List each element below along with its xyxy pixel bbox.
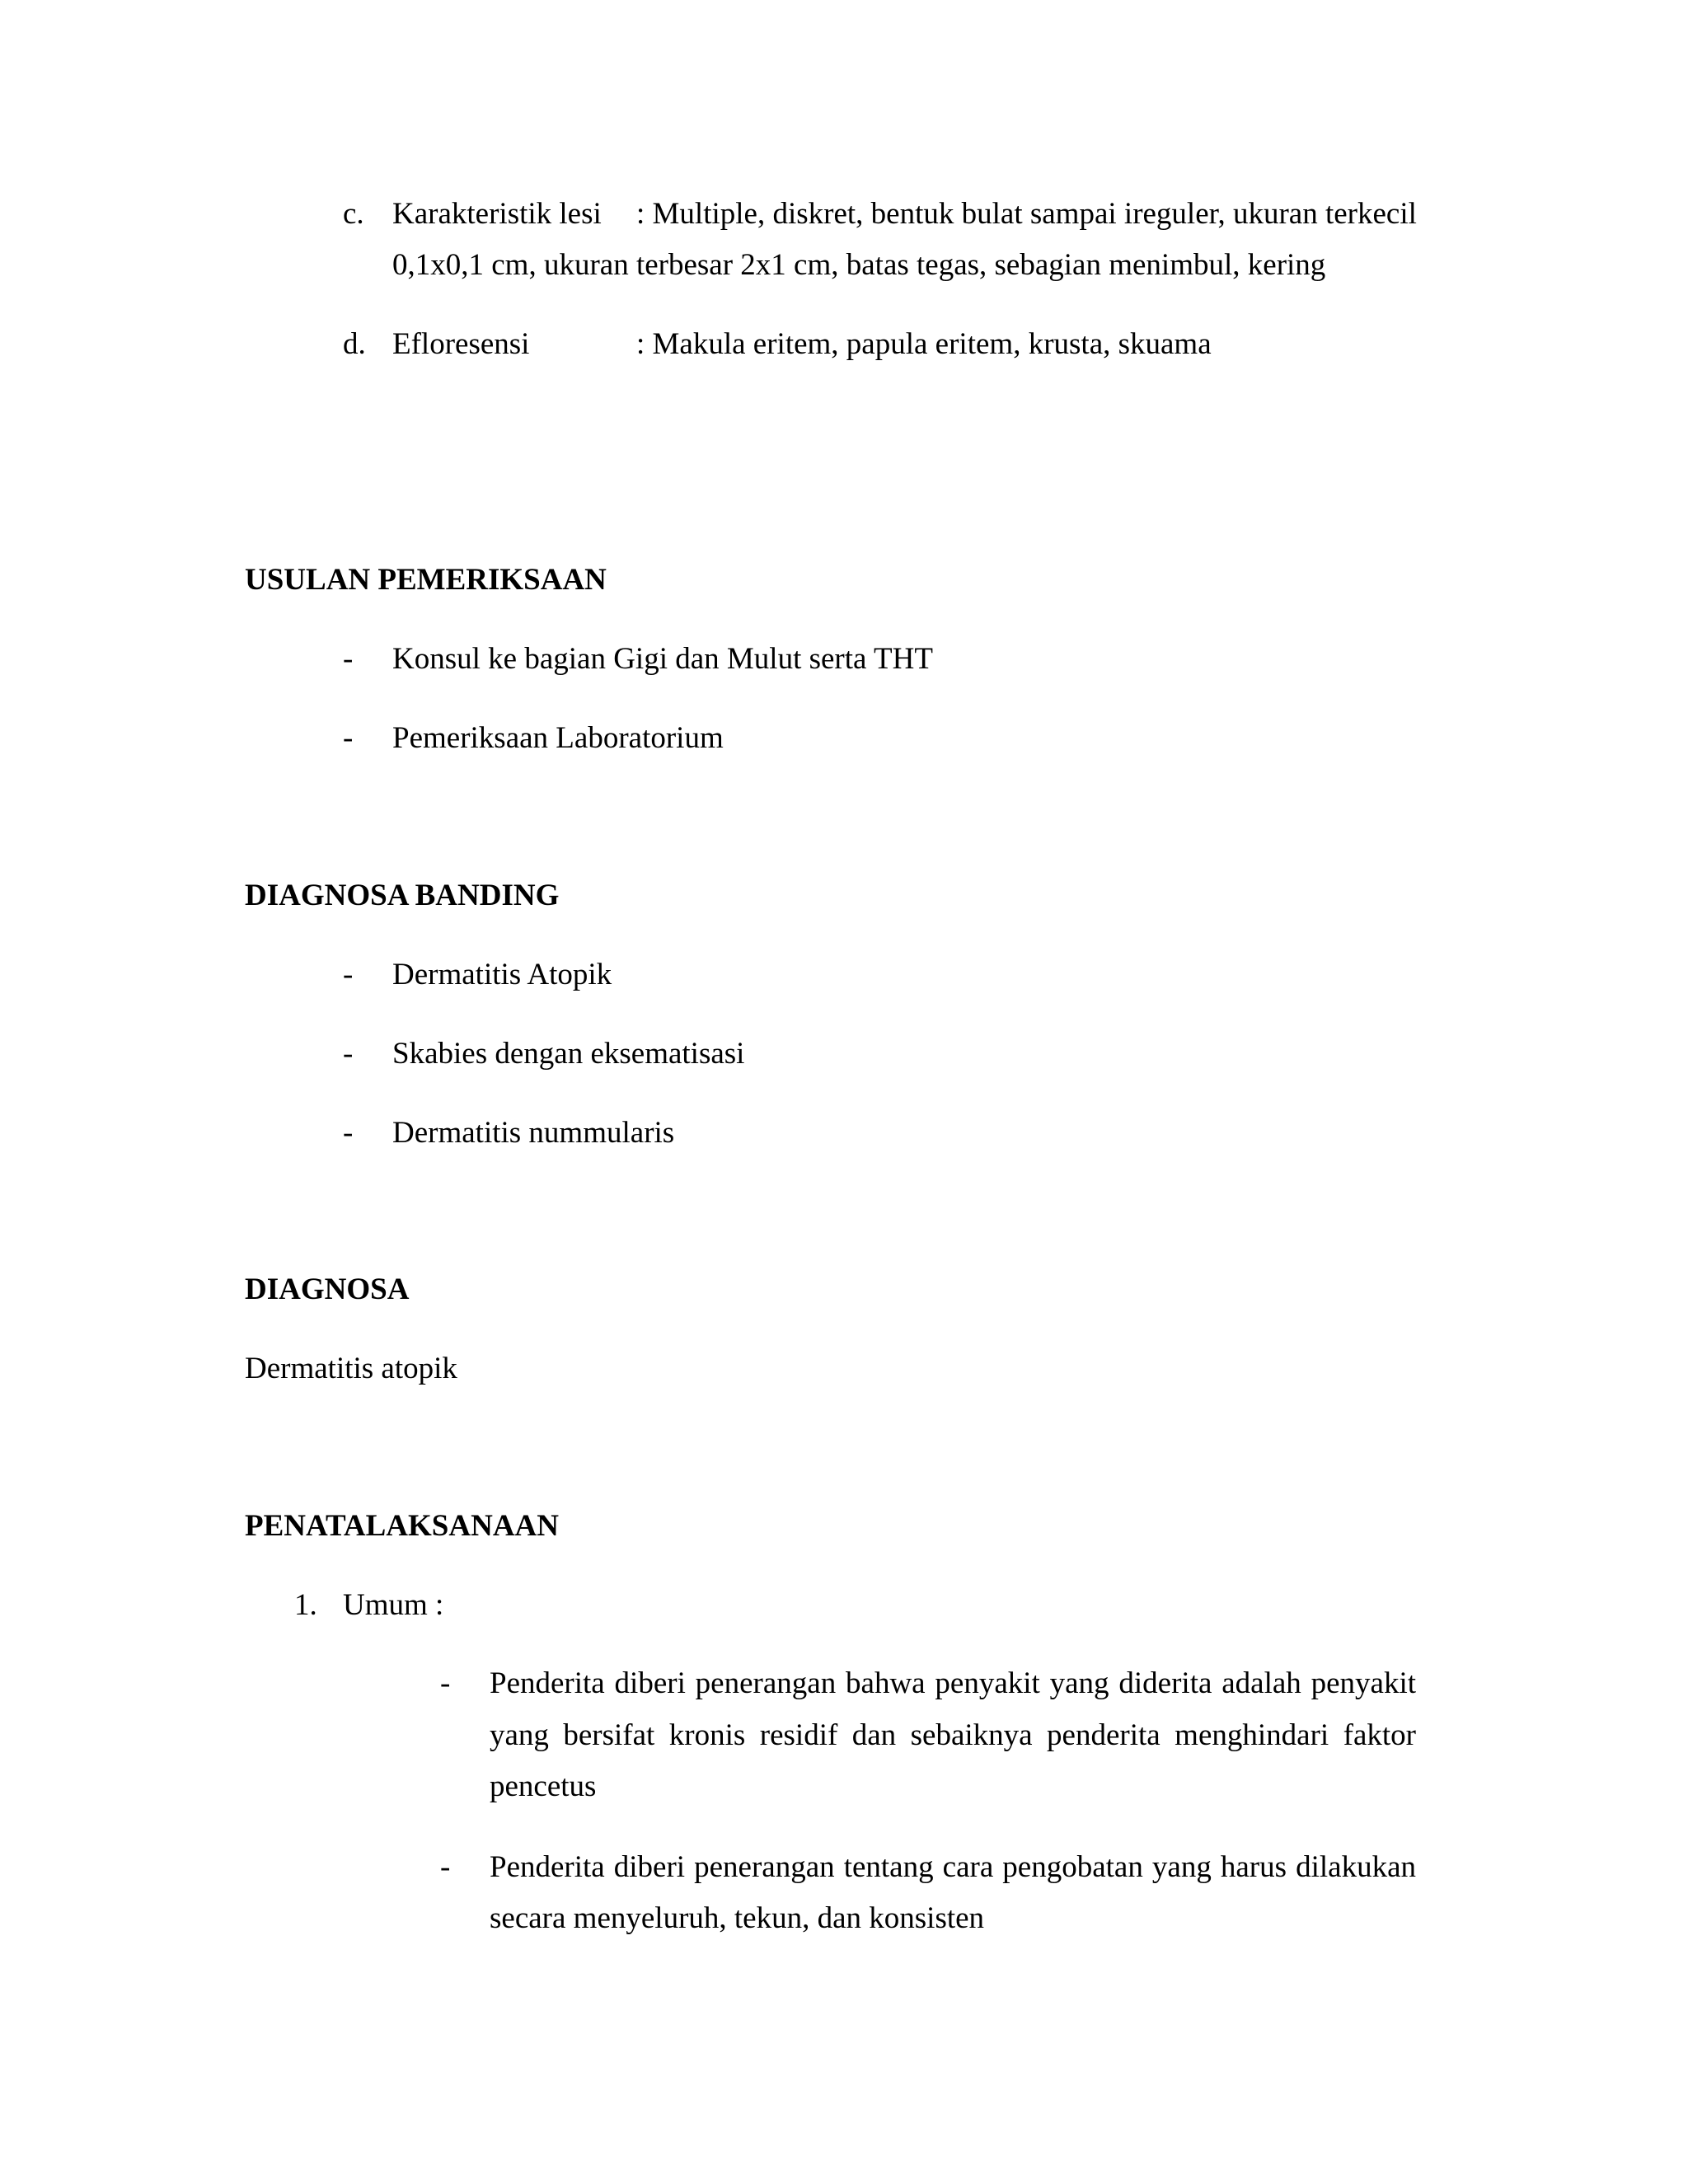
list-bullet: - xyxy=(343,1116,354,1150)
field-label: Karakteristik lesi xyxy=(392,197,602,231)
field-value-continuation: 0,1x0,1 cm, ukuran terbesar 2x1 cm, batas tegas, sebagian menimbul, kering xyxy=(392,248,1326,282)
list-item: Konsul ke bagian Gigi dan Mulut serta THT xyxy=(392,642,933,676)
list-item: Dermatitis Atopik xyxy=(392,958,612,991)
list-bullet: - xyxy=(440,1850,451,1884)
paragraph-line: secara menyeluruh, tekun, dan konsisten xyxy=(490,1901,985,1935)
list-item: Pemeriksaan Laboratorium xyxy=(392,721,724,755)
field-value: : Multiple, diskret, bentuk bulat sampai ireguler, ukuran terkecil xyxy=(636,197,1417,231)
list-bullet: - xyxy=(343,721,354,755)
paragraph-line: Penderita diberi penerangan bahwa penyakit yang diderita adalah penyakit xyxy=(490,1666,1416,1700)
list-marker: d. xyxy=(343,327,366,361)
section-heading: DIAGNOSA xyxy=(245,1272,410,1306)
diagnosis-text: Dermatitis atopik xyxy=(245,1352,457,1385)
field-label: Efloresensi xyxy=(392,327,530,361)
field-value: : Makula eritem, papula eritem, krusta, skuama xyxy=(636,327,1212,361)
list-bullet: - xyxy=(440,1666,451,1700)
list-item: Skabies dengan eksematisasi xyxy=(392,1037,745,1071)
paragraph-line: pencetus xyxy=(490,1769,597,1803)
list-marker: c. xyxy=(343,197,364,231)
list-item: Dermatitis nummularis xyxy=(392,1116,675,1150)
list-bullet: - xyxy=(343,1037,354,1071)
list-number: 1. xyxy=(294,1588,317,1622)
section-heading: USULAN PEMERIKSAAN xyxy=(245,563,607,597)
paragraph-line: yang bersifat kronis residif dan sebaiknya penderita menghindari faktor xyxy=(490,1718,1416,1752)
list-bullet: - xyxy=(343,642,354,676)
paragraph-line: Penderita diberi penerangan tentang cara pengobatan yang harus dilakukan xyxy=(490,1850,1416,1884)
list-bullet: - xyxy=(343,958,354,991)
list-item-label: Umum : xyxy=(343,1588,444,1622)
section-heading: DIAGNOSA BANDING xyxy=(245,879,560,912)
section-heading: PENATALAKSANAAN xyxy=(245,1509,559,1543)
